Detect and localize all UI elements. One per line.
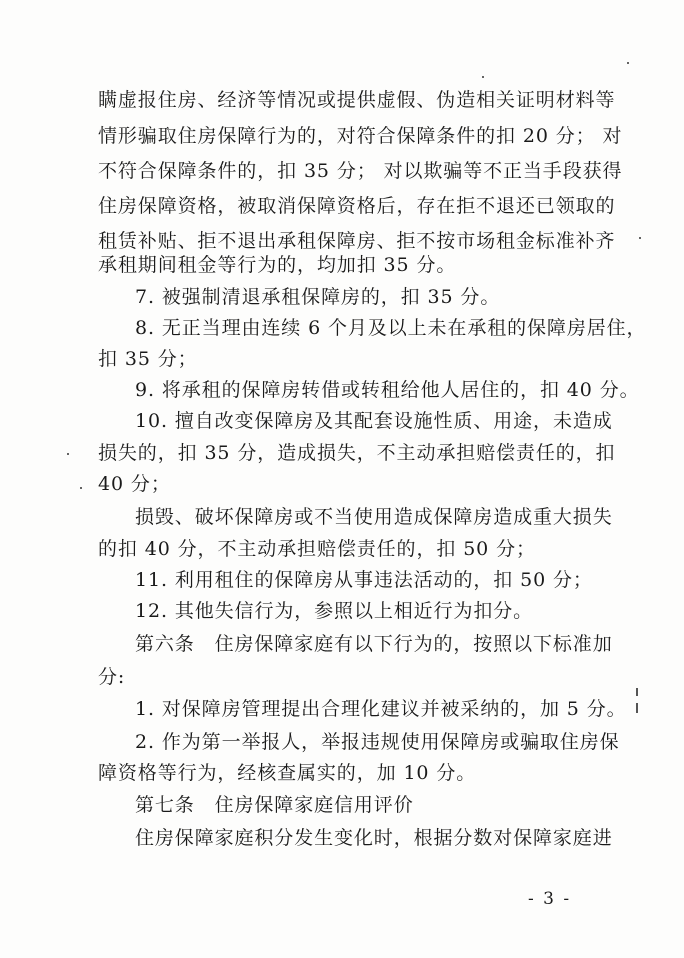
article-heading: 第六条 住房保障家庭有以下行为的，按照以下标准加 xyxy=(135,633,613,655)
text-line: 8. 无正当理由连续 6 个月及以上未在承租的保障房居住， xyxy=(135,317,647,339)
scan-mark xyxy=(636,688,638,696)
scan-speck xyxy=(67,453,69,455)
text-line: 租赁补贴、拒不退出承租保障房、拒不按市场租金标准补齐 xyxy=(98,230,616,252)
text-line: 11. 利用租住的保障房从事违法活动的，扣 50 分； xyxy=(135,569,593,591)
scan-speck xyxy=(639,237,641,239)
page-number: - 3 - xyxy=(528,889,572,909)
scan-speck xyxy=(482,76,484,78)
text-line: 损毁、破坏保障房或不当使用造成保障房造成重大损失 xyxy=(135,506,613,528)
text-line: 的扣 40 分，不主动承担赔偿责任的，扣 50 分； xyxy=(98,538,536,560)
text-line: 住房保障资格，被取消保障资格后，存在拒不退还已领取的 xyxy=(98,195,616,217)
scan-mark xyxy=(636,703,638,713)
text-line: 情形骗取住房保障行为的，对符合保障条件的扣 20 分； 对 xyxy=(98,125,623,147)
text-line: 分: xyxy=(98,666,126,688)
text-line: 承租期间租金等行为的，均加扣 35 分。 xyxy=(98,254,457,276)
text-line: 不符合保障条件的，扣 35 分； 对以欺骗等不正当手段获得 xyxy=(98,160,623,182)
text-line: 瞒虚报住房、经济等情况或提供虚假、伪造相关证明材料等 xyxy=(98,89,616,111)
scan-speck xyxy=(627,62,629,64)
scan-speck xyxy=(80,487,82,489)
article-heading: 第七条 住房保障家庭信用评价 xyxy=(135,794,414,816)
text-line: 2. 作为第一举报人，举报违规使用保障房或骗取住房保 xyxy=(135,731,620,753)
text-line: 损失的，扣 35 分，造成损失，不主动承担赔偿责任的，扣 xyxy=(98,442,616,464)
text-line: 住房保障家庭积分发生变化时，根据分数对保障家庭进 xyxy=(135,827,613,849)
text-line: 12. 其他失信行为，参照以上相近行为扣分。 xyxy=(135,600,534,622)
text-line: 7. 被强制清退承租保障房的，扣 35 分。 xyxy=(135,286,501,308)
text-line: 1. 对保障房管理提出合理化建议并被采纳的，加 5 分。 xyxy=(135,698,627,720)
text-line: 扣 35 分； xyxy=(98,348,198,370)
text-line: 10. 擅自改变保障房及其配套设施性质、用途，未造成 xyxy=(135,410,613,432)
text-line: 40 分； xyxy=(98,473,171,495)
text-line: 9. 将承租的保障房转借或转租给他人居住的，扣 40 分。 xyxy=(135,379,640,401)
text-line: 障资格等行为，经核查属实的，加 10 分。 xyxy=(98,762,477,784)
